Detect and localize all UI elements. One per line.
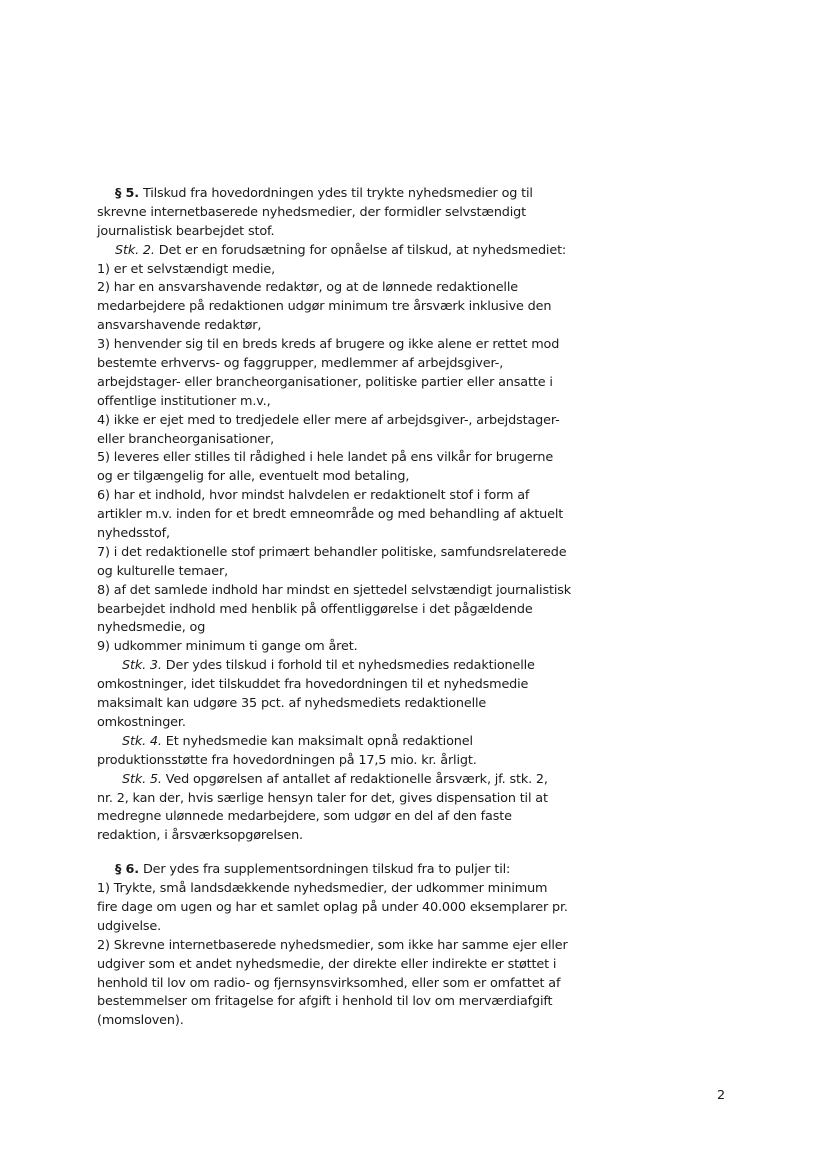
stk5-line: nr. 2, kan der, hvis særlige hensyn taler for det, gives dispensation til at xyxy=(97,790,548,806)
stk4-label: Stk. 4. xyxy=(122,733,162,749)
document-body xyxy=(97,185,617,1031)
s6-line xyxy=(97,861,617,880)
stk3-line xyxy=(97,657,617,676)
page-number: 2 xyxy=(717,1088,726,1103)
s6-line: (momsloven). xyxy=(97,1013,184,1029)
stk3-label: Stk. 3. xyxy=(122,658,162,674)
stk2-line: bestemte erhvervs- og faggrupper, medlemmer af arbejdsgiver-, xyxy=(97,356,504,372)
s6-line: bestemmelser om fritagelse for afgift i henhold til lov om merværdiafgift xyxy=(97,994,553,1010)
stk2-line: 4) ikke er ejet med to tredjedele eller mere af arbejdsgiver-, arbejdstager- xyxy=(97,412,560,428)
s5-line: skrevne internetbaserede nyhedsmedier, der formidler selvstændigt xyxy=(97,204,527,220)
s6-line: fire dage om ugen og har et samlet oplag på under 40.000 eksemplarer pr. xyxy=(97,899,568,915)
stk2-line xyxy=(97,242,617,261)
stk3-line: maksimalt kan udgøre 35 pct. af nyhedsmediets redaktionelle xyxy=(97,696,487,712)
section-gap xyxy=(97,846,617,861)
stk4-line xyxy=(97,733,617,752)
stk3-line: omkostninger. xyxy=(97,714,186,730)
stk2-line: 2) har en ansvarshavende redaktør, og at de lønnede redaktionelle xyxy=(97,280,518,296)
s5-line xyxy=(97,185,617,204)
stk2-line: 8) af det samlede indhold har mindst en sjettedel selvstændigt journalistisk xyxy=(97,582,572,598)
stk2-line: bearbejdet indhold med henblik på offentliggørelse i det pågældende xyxy=(97,601,533,617)
stk2-label: Stk. 2. xyxy=(115,242,155,258)
s6-line: udgiver som et andet nyhedsmedie, der direkte eller indirekte er støttet i xyxy=(97,956,557,972)
stk2-text: Det er en forudsætning for opnåelse af tilskud, at nyhedsmediet: xyxy=(154,242,567,258)
s6-line: 2) Skrevne internetbaserede nyhedsmedier, som ikke har samme ejer eller xyxy=(97,937,568,953)
stk2-line: nyhedsmedie, og xyxy=(97,620,206,636)
stk2-line: eller brancheorganisationer, xyxy=(97,431,275,447)
stk4-text: Et nyhedsmedie kan maksimalt opnå redaktionel xyxy=(161,733,473,749)
stk5-label: Stk. 5. xyxy=(122,771,162,787)
stk2-line: 5) leveres eller stilles til rådighed i hele landet på ens vilkår for brugerne xyxy=(97,450,554,466)
s5-intro-text: Tilskud fra hovedordningen ydes til trykte nyhedsmedier og til xyxy=(139,186,533,201)
s6-line: 1) Trykte, små landsdækkende nyhedsmedier, der udkommer minimum xyxy=(97,881,548,897)
stk5-text: Ved opgørelsen af antallet af redaktionelle årsværk, jf. stk. 2, xyxy=(161,771,548,787)
stk5-line: redaktion, i årsværksopgørelsen. xyxy=(97,828,303,844)
stk2-line: medarbejdere på redaktionen udgør minimum tre årsværk inklusive den xyxy=(97,299,552,315)
stk2-line: nyhedsstof, xyxy=(97,526,170,542)
stk2-line: og kulturelle temaer, xyxy=(97,563,228,579)
stk2-line: 1) er et selvstændigt medie, xyxy=(97,261,276,277)
s6-intro-text: Der ydes fra supplementsordningen tilskud fra to puljer til: xyxy=(139,862,511,878)
s6-line: udgivelse. xyxy=(97,918,162,934)
stk2-line: offentlige institutioner m.v., xyxy=(97,393,271,409)
stk2-line: ansvarshavende redaktør, xyxy=(97,318,262,334)
s6-line: henhold til lov om radio- og fjernsynsvirksomhed, eller som er omfattet af xyxy=(97,975,561,991)
section-5-mark: § 5. xyxy=(115,186,140,201)
stk2-line: 3) henvender sig til en breds kreds af brugere og ikke alene er rettet mod xyxy=(97,337,560,353)
stk4-line: produktionsstøtte fra hovedordningen på 17,5 mio. kr. årligt. xyxy=(97,752,477,768)
stk5-line: medregne ulønnede medarbejdere, som udgør en del af den faste xyxy=(97,809,512,825)
stk2-line: og er tilgængelig for alle, eventuelt mod betaling, xyxy=(97,469,410,485)
stk2-line: 6) har et indhold, hvor mindst halvdelen er redaktionelt stof i form af xyxy=(97,488,530,504)
stk3-line: omkostninger, idet tilskuddet fra hovedordningen til et nyhedsmedie xyxy=(97,677,529,693)
s5-line: journalistisk bearbejdet stof. xyxy=(97,223,275,239)
stk2-line: 7) i det redaktionelle stof primært behandler politiske, samfundsrelaterede xyxy=(97,544,567,560)
stk3-text: Der ydes tilskud i forhold til et nyhedsmedies redaktionelle xyxy=(161,658,535,674)
stk2-line: arbejdstager- eller brancheorganisationer, politiske partier eller ansatte i xyxy=(97,374,553,390)
section-6-mark: § 6. xyxy=(115,862,140,878)
stk2-line: 9) udkommer minimum ti gange om året. xyxy=(97,639,358,655)
stk2-line: artikler m.v. inden for et bredt emneområde og med behandling af aktuelt xyxy=(97,507,564,523)
stk5-line xyxy=(97,771,617,790)
